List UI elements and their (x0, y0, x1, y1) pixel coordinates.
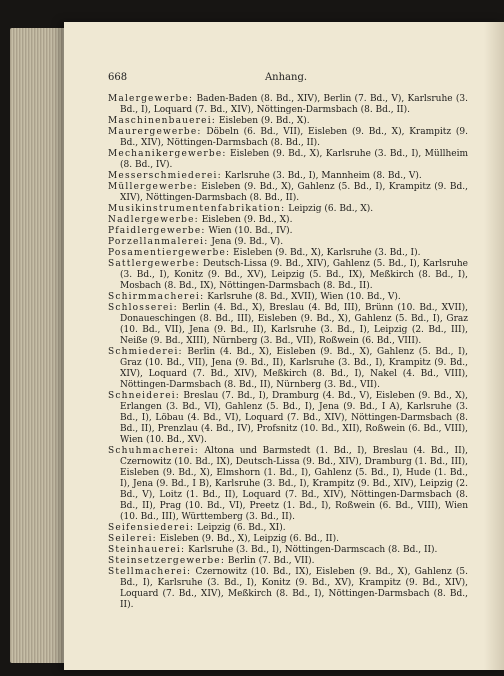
entry-text: Wien (10. Bd., IV). (205, 226, 293, 236)
index-entry (108, 94, 468, 116)
index-entry (108, 248, 468, 259)
index-entries (108, 94, 468, 611)
trade-name: Stellmacherei: (108, 567, 192, 577)
entry-text: Berlin (7. Bd., VII). (225, 556, 315, 566)
index-entry (108, 534, 468, 545)
index-entry (108, 116, 468, 127)
index-entry (108, 149, 468, 171)
index-entry (108, 204, 468, 215)
entry-text: Baden-Baden (8. Bd., XIV), Berlin (7. Bd., V), Karlsruhe (3. Bd., I), Loquard (7. Bd., XIV), Nöttingen-Darmsbach (8. Bd., II). (120, 94, 468, 115)
entry-text: Leipzig (6. Bd., XI). (194, 523, 286, 533)
entry-text: Breslau (7. Bd., I), Dramburg (4. Bd., V), Eisleben (9. Bd., X), Erlangen (3. Bd., VI), Gahlenz (5. Bd., I), Jena (9. Bd., I A), Karlsruhe (3. Bd., I), Löbau (4. Bd., VI), Loquard (7. Bd., XIV), Nöttingen-Darmsbach (8. Bd., II), Prenzlau (4. Bd., IV), Profsnitz (10. Bd., XII), Roßwein (6. Bd., VIII), Wien (10. Bd., XV). (120, 391, 468, 445)
running-head (108, 72, 464, 86)
trade-name: Steinhauerei: (108, 545, 186, 555)
trade-name: Seilerei: (108, 534, 157, 544)
index-entry (108, 226, 468, 237)
entry-text: Jena (9. Bd., V). (208, 237, 284, 247)
trade-name: Sattlergewerbe: (108, 259, 200, 269)
trade-name: Seifensiederei: (108, 523, 195, 533)
trade-name: Messerschmiederei: (108, 171, 222, 181)
index-entry (108, 182, 468, 204)
entry-text: Eisleben (9. Bd., X), Karlsruhe (3. Bd., I). (230, 248, 421, 258)
entry-text: Döbeln (6. Bd., VII), Eisleben (9. Bd., X), Krampitz (9. Bd., XIV), Nöttingen-Darmsbach (8. Bd., II). (120, 127, 468, 148)
index-entry (108, 391, 468, 446)
trade-name: Malergewerbe: (108, 94, 194, 104)
entry-text: Berlin (4. Bd., X), Breslau (4. Bd, III), Brünn (10. Bd., XVII), Donaueschingen (8. Bd., III), Eisleben (9. Bd., X), Gahlenz (5. Bd., I), Graz (10. Bd., VII), Jena (9. Bd., II), Karlsruhe (3. Bd., I), Leipzig (2. Bd., III), Neiße (9. Bd., XIII), Nürnberg (3. Bd., VII), Roßwein (6. Bd., VIII). (120, 303, 468, 346)
entry-text: Karlsruhe (3. Bd., I), Mannheim (8. Bd., V). (221, 171, 422, 181)
entry-text: Berlin (4. Bd., X), Eisleben (9. Bd., X), Gahlenz (5. Bd., I), Graz (10. Bd., VII), Jena (9. Bd., II), Karlsruhe (3. Bd., I), Krampitz (9. Bd., XIV), Loquard (7. Bd., XIV), Meßkirch (8. Bd., I), Nakel (4. Bd., VIII), Nöttingen-Darmsbach (8. Bd., II), Nürnberg (3. Bd., VII). (120, 347, 468, 390)
index-entry (108, 446, 468, 523)
trade-name: Porzellanmalerei: (108, 237, 209, 247)
index-entry (108, 237, 468, 248)
trade-name: Schlosserei: (108, 303, 178, 313)
index-entry (108, 545, 468, 556)
trade-name: Musikinstrumentenfabrikation: (108, 204, 286, 214)
entry-text: Eisleben (9. Bd., X). (216, 116, 310, 126)
index-entry (108, 292, 468, 303)
entry-text: Eisleben (9. Bd., X). (198, 215, 293, 225)
index-entry (108, 215, 468, 226)
trade-name: Müllergewerbe: (108, 182, 198, 192)
book-page-edges (10, 28, 70, 663)
trade-name: Schmiederei: (108, 347, 183, 357)
trade-name: Schirmmacherei: (108, 292, 205, 302)
trade-name: Maschinenbauerei: (108, 116, 217, 126)
entry-text: Eisleben (9. Bd., X), Karlsruhe (3. Bd., I), Müllheim (8. Bd., IV). (120, 149, 468, 170)
running-title: Anhang. (264, 72, 308, 83)
index-entry (108, 303, 468, 347)
trade-name: Schneiderei: (108, 391, 181, 401)
trade-name: Pfaidlergewerbe: (108, 226, 206, 236)
trade-name: Posamentiergewerbe: (108, 248, 231, 258)
entry-text: Karlsruhe (8. Bd., XVII), Wien (10. Bd., V). (204, 292, 401, 302)
entry-text: Leipzig (6. Bd., X). (285, 204, 374, 214)
book-page (64, 22, 504, 670)
trade-name: Schuhmacherei: (108, 446, 199, 456)
page-number: 668 (108, 72, 128, 83)
entry-text: Deutsch-Lissa (9. Bd., XIV), Gahlenz (5. Bd., I), Karlsruhe (3. Bd., I), Konitz (9. Bd., XV), Leipzig (5. Bd., IX), Meßkirch (8. Bd., I), Mosbach (8. Bd., IX), Nöttingen-Darmsbach (8. Bd., II). (120, 259, 468, 291)
index-entry (108, 171, 468, 182)
index-entry (108, 523, 468, 534)
trade-name: Nadlergewerbe: (108, 215, 199, 225)
entry-text: Eisleben (9. Bd., X), Leipzig (6. Bd., II). (156, 534, 339, 544)
entry-text: Altona und Barmstedt (1. Bd., I), Breslau (4. Bd., II), Czernowitz (10. Bd., IX), Deutsch-Lissa (9. Bd., XIV), Dramburg (1. Bd., III), Eisleben (9. Bd., X), Elmshorn (1. Bd., I), Gahlenz (5. Bd., I), Hude (1. Bd., I), Jena (9. Bd., I B), Karlsruhe (3. Bd., I), Krampitz (9. Bd., XIV), Leipzig (2. Bd., V), Loitz (1. Bd., II), Loquard (7. Bd., XIV), Nöttingen-Darmsbach (8. Bd., II), Prag (10. Bd., VI), Preetz (1. Bd., I), Roßwein (6. Bd., VIII), Wien (10. Bd., III), Württemberg (3. Bd., II). (120, 446, 468, 522)
trade-name: Maurergewerbe: (108, 127, 202, 137)
index-entry (108, 127, 468, 149)
index-entry (108, 556, 468, 567)
index-entry (108, 567, 468, 611)
entry-text: Karlsruhe (3. Bd., I), Nöttingen-Darmscach (8. Bd., II). (185, 545, 438, 555)
entry-text: Czernowitz (10. Bd., IX), Eisleben (9. Bd., X), Gahlenz (5. Bd., I), Karlsruhe (3. Bd., I), Konitz (9. Bd., XV), Krampitz (9. Bd., XIV), Loquard (7. Bd., XIV), Meßkirch (8. Bd., I), Nöttingen-Darmsbach (8. Bd., II). (120, 567, 468, 610)
trade-name: Steinsetzergewerbe: (108, 556, 226, 566)
index-entry (108, 259, 468, 292)
trade-name: Mechanikergewerbe: (108, 149, 227, 159)
entry-text: Eisleben (9. Bd., X), Gahlenz (5. Bd., I), Krampitz (9. Bd., XIV), Nöttingen-Darmsbach (8. Bd., II). (120, 182, 468, 203)
index-entry (108, 347, 468, 391)
